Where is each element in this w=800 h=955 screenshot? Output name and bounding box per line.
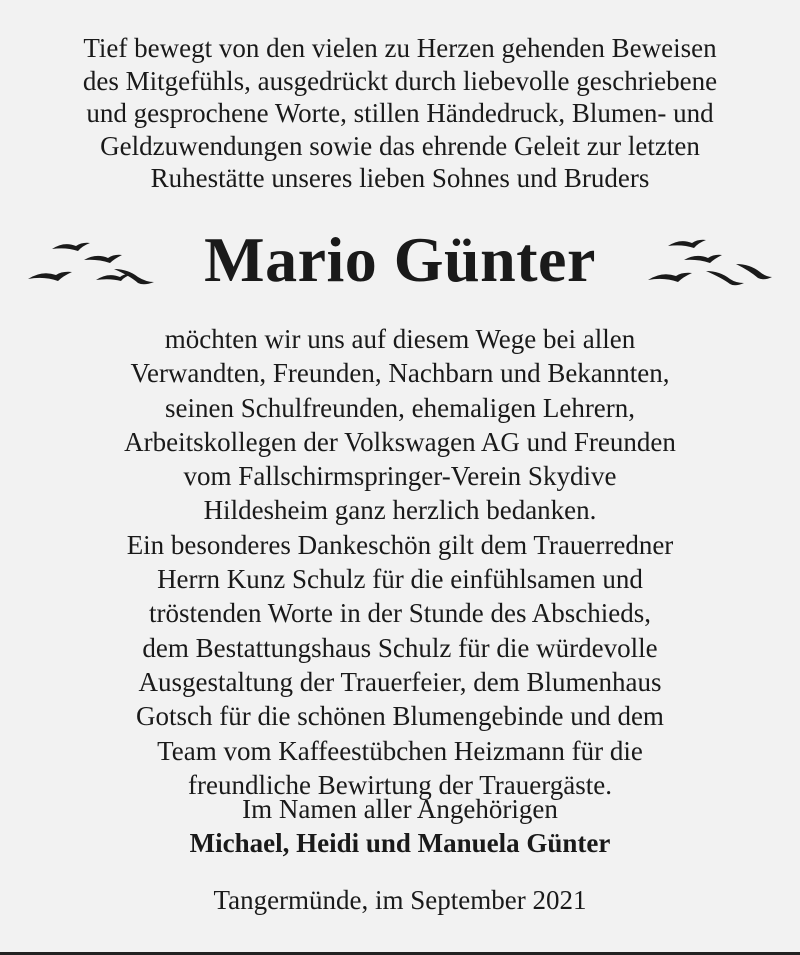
- deceased-name: Mario Günter: [204, 224, 596, 295]
- body-line: seinen Schulfreunden, ehemaligen Lehrern,: [164, 392, 636, 423]
- body-line: Gotsch für die schönen Blumengebinde und dem: [136, 701, 664, 732]
- intro-line: Ruhestätte unseres lieben Sohnes und Bruders: [150, 163, 650, 193]
- body-line: tröstenden Worte in der Stunde des Abschieds,: [149, 598, 651, 629]
- body-line: Team vom Kaffeestübchen Heizmann für die: [157, 735, 643, 766]
- signers: Michael, Heidi und Manuela Günter: [189, 828, 611, 858]
- body-line: vom Fallschirmspringer-Verein Skydive: [183, 461, 617, 492]
- title-row: [0, 220, 800, 310]
- body-line: möchten wir uns auf diesem Wege bei allen: [164, 324, 636, 354]
- body-line: dem Bestattungshaus Schulz für die würdevolle: [142, 632, 658, 663]
- intro-line: des Mitgefühls, ausgedrückt durch liebevolle geschriebene: [82, 65, 718, 96]
- body-line: Ein besonderes Dankeschön gilt dem Trauerredner: [126, 529, 674, 560]
- intro-line: und gesprochene Worte, stillen Händedruck, Blumen- und: [86, 98, 714, 128]
- intro-paragraph: [0, 32, 800, 195]
- thanks-paragraph: [0, 322, 800, 802]
- body-line: Ausgestaltung der Trauerfeier, dem Blumenhaus: [138, 666, 662, 697]
- body-line: Arbeitskollegen der Volkswagen AG und Freunden: [124, 426, 676, 457]
- place-date: Tangermünde, im September 2021: [213, 885, 587, 915]
- closing-line: Im Namen aller Angehörigen: [242, 794, 558, 824]
- body-line: Herrn Kunz Schulz für die einfühlsamen und: [157, 564, 643, 595]
- body-line: Hildesheim ganz herzlich bedanken.: [203, 495, 597, 526]
- flying-birds-icon: [644, 230, 774, 300]
- body-line: Verwandten, Freunden, Nachbarn und Bekannten,: [130, 358, 670, 389]
- intro-line: Geldzuwendungen sowie das ehrende Geleit zur letzten: [100, 130, 700, 161]
- closing-block: [0, 792, 800, 860]
- body-line: freundliche Bewirtung der Trauergäste.: [188, 769, 612, 800]
- intro-line: Tief bewegt von den vielen zu Herzen gehenden Beweisen: [83, 33, 717, 63]
